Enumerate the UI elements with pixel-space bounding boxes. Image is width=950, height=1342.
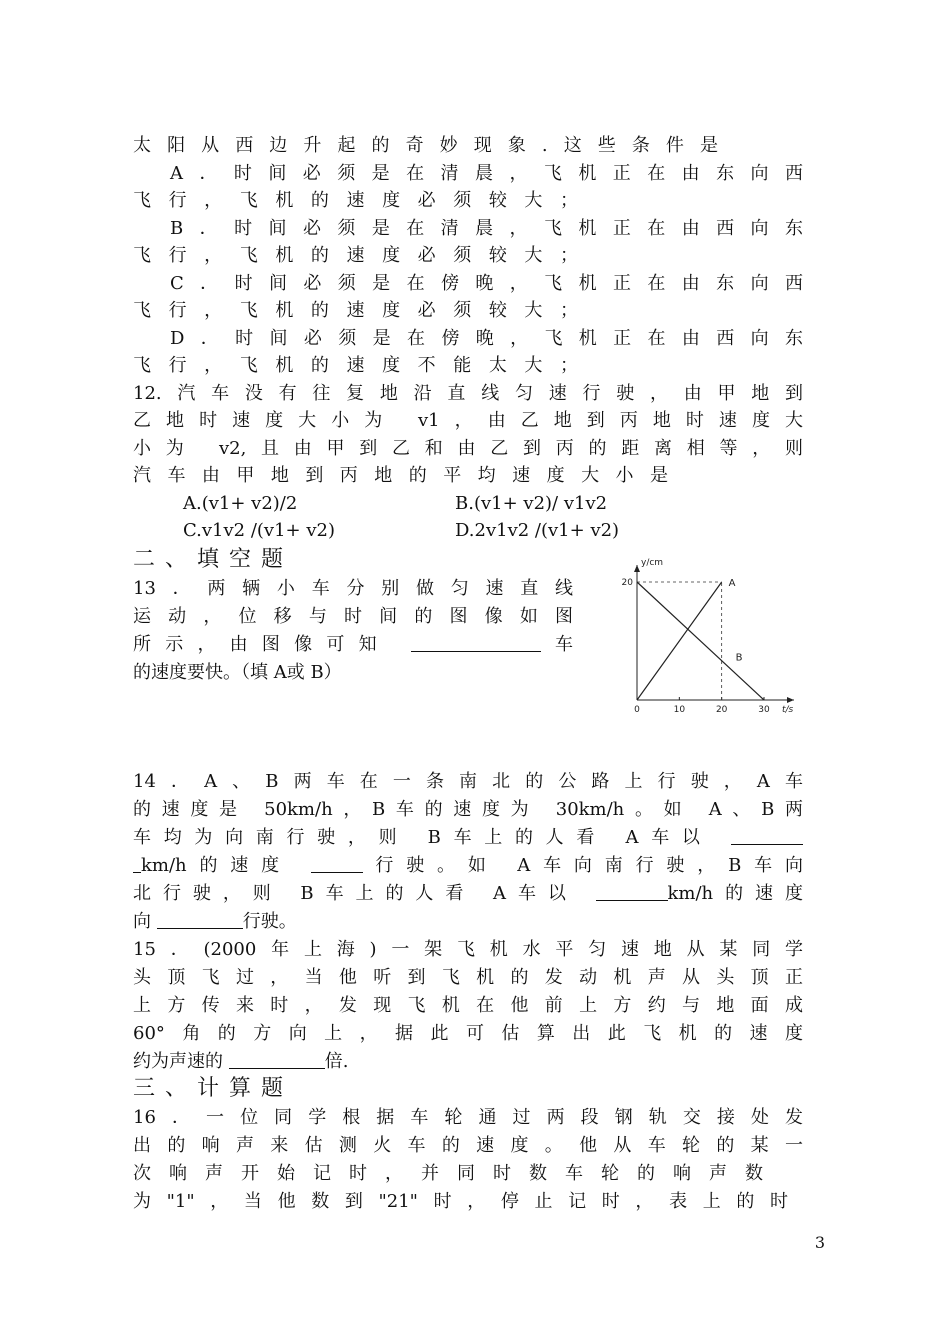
q15-stem-5-text: 约为声速的 (133, 1051, 229, 1072)
q13-stem-4: 的速度要快。（填 A或 B） (133, 662, 342, 683)
q14-stem-4-end: 行驶。如 A车向南行驶，B车向 (362, 855, 803, 876)
q13-stem-3 (133, 631, 573, 659)
x-axis-arrow (787, 697, 794, 703)
q11-option-a: A．时间必须是在清晨，飞机正在由东向西 (170, 163, 803, 184)
q13-stem-3-end: 车 (540, 634, 573, 655)
x-tick-label: 20 (715, 705, 728, 715)
q12-stem-3: 小为 v2,且由甲到乙和由乙到丙的距离相等，则 (133, 438, 803, 459)
q15-stem-1: 15．(2000年上海)一架飞机水平匀速地从某同学 (133, 939, 803, 960)
q11-option-c-cont: 飞行，飞机的速度必须较大； (133, 300, 578, 321)
q11-option-a-cont: 飞行，飞机的速度必须较大； (133, 190, 578, 211)
q11-option-d-cont: 飞行，飞机的速度不能太大； (133, 355, 578, 376)
y-axis-label: y/cm (641, 558, 664, 568)
q14-blank-3[interactable] (596, 880, 668, 901)
q16-stem-4: 为"1"，当他数到"21"时，停止记时，表上的时 (133, 1191, 788, 1212)
q16-stem-3: 次响声开始记时，并同时数车轮的响声数 (133, 1163, 763, 1184)
q11-stem-tail: 太阳从西边升起的奇妙现象.这些条件是 (133, 135, 718, 156)
page-number: 3 (814, 1233, 825, 1252)
q15-stem-2: 头顶飞过，当他听到飞机的发动机声从头顶正 (133, 967, 803, 988)
q15-answer-blank[interactable] (229, 1048, 325, 1069)
q12-stem-1: 12.汽车没有往复地沿直线匀速行驶，由甲地到 (133, 383, 803, 404)
chart-labels (622, 558, 794, 715)
q14-stem-1: 14．A、B两车在一条南北的公路上行驶，A车 (133, 771, 803, 792)
q14-stem-6-text: 向 (133, 911, 157, 932)
section-heading-calculation: 三、计算题 (133, 1076, 294, 1101)
y-axis-arrow (634, 565, 640, 572)
q16-stem-1: 16．一位同学根据车轮通过两段钢轨交接处发 (133, 1107, 803, 1128)
chart-series (637, 582, 764, 700)
section-heading-fill-blank: 二、填空题 (133, 547, 294, 572)
q12-stem-2: 乙地时速度大小为 v1，由乙地到丙地时速度大 (133, 410, 803, 431)
q11-option-c: C．时间必须是在傍晚，飞机正在由东向西 (170, 273, 803, 294)
q14-stem-5 (133, 880, 803, 908)
q15-stem-3: 上方传来时，发现飞机在他前上方约与地面成 (133, 995, 803, 1016)
q14-stem-5-end: km/h的速度 (667, 883, 803, 904)
q11-option-b-cont: 飞行，飞机的速度必须较大； (133, 245, 578, 266)
q14-stem-3-text: 车均为向南行驶，则 B车上的人看 A车以 (133, 827, 731, 848)
q14-blank-4[interactable] (157, 908, 243, 929)
q14-stem-3 (133, 824, 803, 852)
q11-option-d: D．时间必须是在傍晚，飞机正在由西向东 (170, 328, 803, 349)
q14-stem-6-end: 行驶。 (242, 911, 297, 932)
q14-blank-2[interactable] (311, 852, 363, 873)
x-tick-label: 10 (673, 705, 686, 715)
q15-stem-5 (133, 1048, 803, 1076)
series-label-a: A (728, 578, 736, 589)
series-line-b (637, 582, 764, 700)
displacement-time-chart (615, 555, 805, 720)
q14-blank-1a[interactable] (731, 824, 803, 845)
q15-stem-5-end: 倍. (324, 1051, 349, 1072)
q12-option-d: D.2v1v2 /(v1+ v2) (455, 520, 620, 541)
q14-blank-1b[interactable] (133, 852, 141, 873)
q14-stem-4-text: km/h的速度 (141, 855, 311, 876)
q13-stem-1: 13．两辆小车分别做匀速直线 (133, 578, 573, 599)
series-line-a (637, 582, 722, 700)
chart-axes (634, 565, 794, 703)
x-tick-label: 30 (758, 705, 770, 715)
q12-stem-4: 汽车由甲地到丙地的平均速度大小是 (133, 465, 668, 486)
x-tick-label: 0 (634, 705, 640, 715)
x-axis-label: t/s (782, 705, 794, 715)
q13-stem-3-text: 所示，由图像可知 (133, 634, 411, 655)
q13-stem-2: 运动，位移与时间的图像如图 (133, 606, 573, 627)
q15-stem-4: 60°角的方向上，据此可估算出此飞机的速度 (133, 1023, 803, 1044)
q14-stem-6 (133, 908, 803, 936)
q16-stem-2: 出的响声来估测火车的速度。他从车轮的某一 (133, 1135, 803, 1156)
q12-option-b: B.(v1+ v2)/ v1v2 (455, 493, 608, 514)
q14-stem-5-text: 北行驶，则 B车上的人看 A车以 (133, 883, 596, 904)
q12-option-a: A.(v1+ v2)/2 (183, 493, 298, 514)
q12-option-c: C.v1v2 /(v1+ v2) (183, 520, 335, 541)
y-tick-label: 20 (621, 578, 633, 588)
series-label-b: B (735, 652, 743, 664)
q14-stem-4 (133, 852, 803, 880)
q13-answer-blank[interactable] (411, 631, 541, 652)
q14-stem-2: 的速度是 50km/h，B车的速度为 30km/h。如 A、B两 (133, 799, 803, 820)
q11-option-b: B．时间必须是在清晨，飞机正在由西向东 (170, 218, 803, 239)
